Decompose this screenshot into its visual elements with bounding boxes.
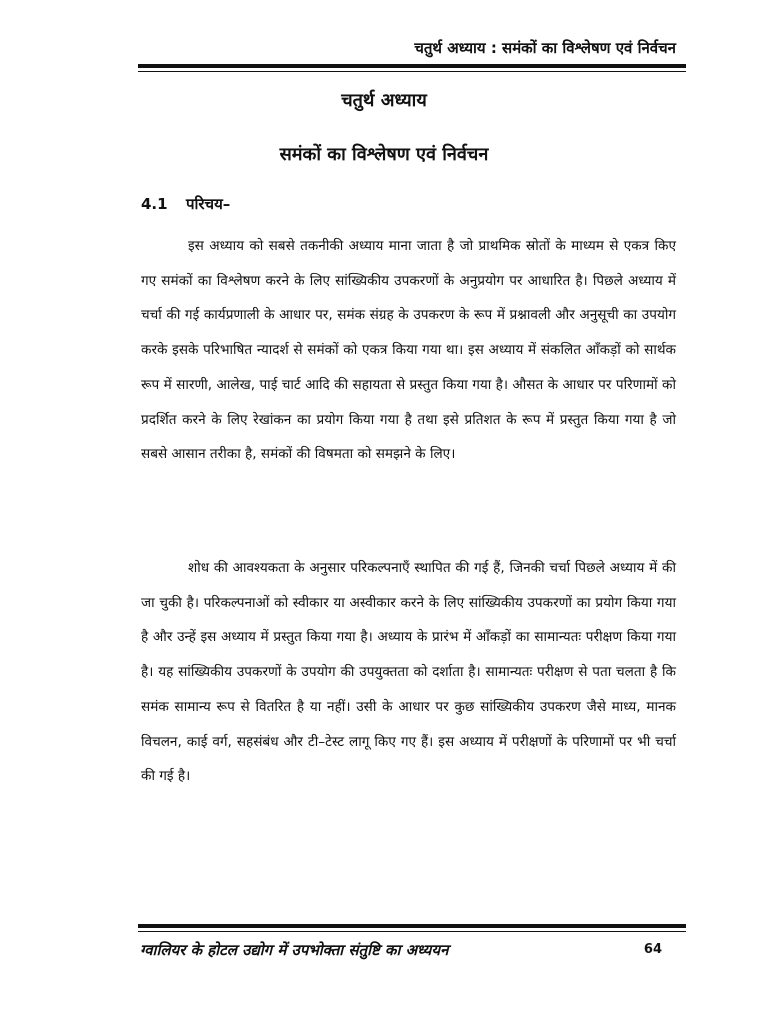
footer-rule-thick xyxy=(138,924,686,928)
header-rule-thick xyxy=(138,64,686,68)
section-number: 4.1 xyxy=(141,195,168,213)
chapter-subtitle: समंकों का विश्लेषण एवं निर्वचन xyxy=(279,144,489,165)
running-header: चतुर्थ अध्याय : समंकों का विश्लेषण एवं निर्वचन xyxy=(414,39,676,57)
body-paragraph-2: शोध की आवश्यकता के अनुसार परिकल्पनाएँ स्थापित की गई हैं, जिनकी चर्चा पिछले अध्याय में की जा चुकी है। परिकल्पनाओं को स्वीकार या अस्वीकार करने के लिए सांख्यिकीय उपकरणों का प्रयोग किया गया है और उन्हें इस अध्याय में प्रस्तुत किया गया है। अध्याय के प्रारंभ में आँकड़ों का सामान्यतः परीक्षण किया गया है। यह सांख्यिकीय उपकरणों के उपयोग की उपयुक्तता को दर्शाता है। सामान्यतः परीक्षण से पता चलता है कि समंक सामान्य रूप से वितरित है या नहीं। उसी के आधार पर कुछ सांख्यिकीय उपकरण जैसे माध्य, मानक विचलन, काई वर्ग, सहसंबंध और टी–टेस्ट लागू किए गए हैं। इस अध्याय में परीक्षणों के परिणामों पर भी चर्चा की गई है। xyxy=(141,560,676,785)
section-heading xyxy=(141,194,230,214)
header-rule-thin xyxy=(138,71,686,72)
chapter-title: चतुर्थ अध्याय xyxy=(341,90,427,111)
page-number: 64 xyxy=(643,942,662,957)
footer-rule-thin xyxy=(138,931,686,932)
footer-book-title: ग्वालियर के होटल उद्योग में उपभोक्ता संतुष्टि का अध्ययन xyxy=(140,941,449,959)
section-title: परिचय– xyxy=(186,195,231,213)
body-paragraph-1: इस अध्याय को सबसे तकनीकी अध्याय माना जाता है जो प्राथमिक स्रोतों के माध्यम से एकत्र किए गए समंकों का विश्लेषण करने के लिए सांख्यिकीय उपकरणों के अनुप्रयोग पर आधारित है। पिछले अध्याय में चर्चा की गई कार्यप्रणाली के आधार पर, समंक संग्रह के उपकरण के रूप में प्रश्नावली और अनुसूची का उपयोग करके इसके परिभाषित न्यादर्श से समंकों को एकत्र किया गया था। इस अध्याय में संकलित आँकड़ों को सार्थक रूप में सारणी, आलेख, पाई चार्ट आदि की सहायता से प्रस्तुत किया गया है। औसत के आधार पर परिणामों को प्रदर्शित करने के लिए रेखांकन का प्रयोग किया गया है तथा इसे प्रतिशत के रूप में प्रस्तुत किया गया है जो सबसे आसान तरीका है, समंकों की विषमता को समझने के लिए। xyxy=(141,238,676,463)
